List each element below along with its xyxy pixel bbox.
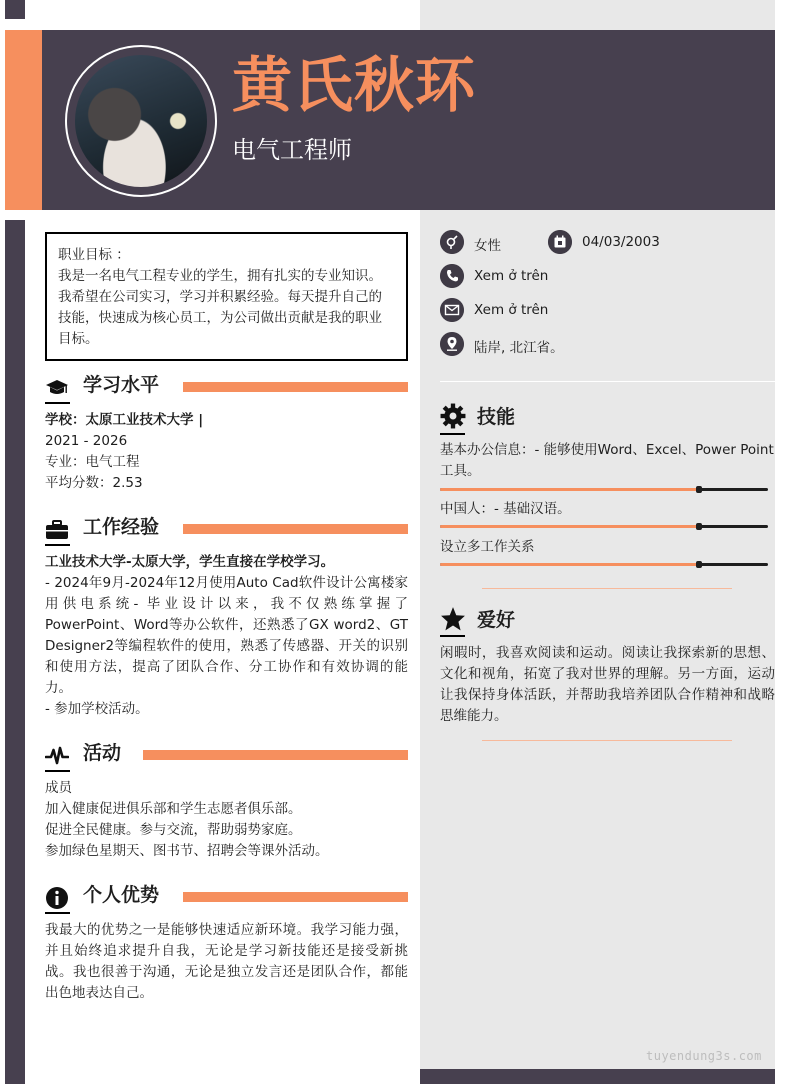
activity-line: 参加绿色星期天、图书节、招聘会等课外活动。 — [45, 843, 329, 859]
skill-knob — [696, 486, 702, 493]
skill-label: 基本办公信息：- 能够使用Word、Excel、Power Point工具。 — [440, 442, 774, 479]
experience-item: - 参加学校活动。 — [45, 701, 149, 717]
section-underline — [45, 770, 70, 772]
section-accent-bar — [183, 892, 408, 902]
skill-knob — [696, 523, 702, 530]
hobbies-title: 爱好 — [477, 609, 516, 631]
skill-fill — [440, 488, 699, 491]
education-section — [45, 372, 408, 494]
section-underline — [45, 402, 70, 404]
career-objective-box — [45, 232, 408, 361]
gear-icon — [440, 403, 466, 429]
section-divider — [482, 588, 732, 589]
major: 专业：电气工程 — [45, 454, 140, 470]
education-title: 学习水平 — [83, 374, 160, 396]
email-icon — [440, 298, 464, 322]
job-title: 电气工程师 — [232, 136, 352, 164]
section-accent-bar — [183, 524, 408, 534]
avatar — [75, 55, 207, 187]
info-icon — [45, 886, 69, 910]
skill-bar — [440, 488, 768, 491]
skill-label: 设立多工作关系 — [440, 539, 535, 555]
header-accent-bar — [5, 30, 42, 210]
section-divider — [482, 740, 732, 741]
calendar-icon — [548, 230, 572, 254]
gender-icon — [440, 230, 464, 254]
section-accent-bar — [143, 750, 408, 760]
star-icon — [440, 606, 466, 632]
experience-title: 工作经验 — [83, 516, 160, 538]
gender-value: 女性 — [474, 238, 501, 254]
experience-item: - 2024年9月-2024年12月使用Auto Cad软件设计公寓楼家用供电系统- 毕业设计以来，我不仅熟练掌握了PowerPoint、Word等办公软件，还熟悉了GX word2、GT Designer2等编程软件的使用，熟悉了传感器、开关的识别和使用方法，提高了团队合作、分工协作和有效协调的能力。 — [45, 575, 408, 696]
skill-fill — [440, 563, 699, 566]
address-value: 陆岸, 北江省。 — [474, 340, 564, 356]
activities-section — [45, 740, 408, 862]
skill-knob — [696, 561, 702, 568]
candidate-name: 黄氏秋环 — [232, 51, 476, 121]
email-value: Xem ở trên — [474, 302, 549, 318]
experience-heading: 工业技术大学-太原大学，学生直接在学校学习。 — [45, 554, 335, 570]
objective-label: 职业目标 ： — [58, 247, 130, 263]
briefcase-icon — [45, 518, 69, 542]
section-underline — [440, 635, 465, 637]
hobbies-text: 闲暇时，我喜欢阅读和运动。阅读让我探索新的思想、文化和视角，拓宽了我对世界的理解。另一方面，运动让我保持身体活跃，并帮助我培养团队合作精神和战略思维能力。 — [440, 645, 775, 724]
activity-line: 促进全民健康。参与交流，帮助弱势家庭。 — [45, 822, 302, 838]
section-accent-bar — [183, 382, 408, 392]
graduation-cap-icon — [45, 376, 69, 400]
avatar-ring — [65, 45, 217, 197]
pulse-icon — [45, 744, 69, 768]
activity-line: 成员 — [45, 780, 72, 796]
skill-bar — [440, 563, 768, 566]
left-side-bar — [5, 220, 25, 1084]
skill-label: 中国人：- 基础汉语。 — [440, 501, 571, 517]
top-left-bar — [5, 0, 25, 19]
watermark: tuyendung3s.com — [646, 1049, 762, 1063]
bottom-right-bar — [420, 1069, 775, 1084]
school-name: 学校：太原工业技术大学 | — [45, 412, 204, 428]
section-underline — [45, 912, 70, 914]
phone-icon — [440, 264, 464, 288]
strengths-text: 我最大的优势之一是能够快速适应新环境。我学习能力强，并且始终追求提升自我，无论是学习新技能还是接受新挑战。我也很善于沟通，无论是独立发言还是团队合作，都能出色地表达自己。 — [45, 922, 408, 1001]
location-icon — [440, 332, 464, 356]
skill-fill — [440, 525, 699, 528]
strengths-section — [45, 882, 408, 1004]
skills-title: 技能 — [477, 406, 516, 428]
contact-divider — [440, 381, 775, 382]
activity-line: 加入健康促进俱乐部和学生志愿者俱乐部。 — [45, 801, 302, 817]
study-years: 2021 - 2026 — [45, 433, 128, 449]
section-underline — [45, 544, 70, 546]
birthday-value: 04/03/2003 — [582, 234, 660, 250]
section-underline — [440, 433, 465, 435]
activities-title: 活动 — [83, 742, 122, 764]
resume-header — [5, 30, 775, 210]
phone-value: Xem ở trên — [474, 268, 549, 284]
experience-section — [45, 514, 408, 720]
objective-text: 我是一名电气工程专业的学生，拥有扎实的专业知识。我希望在公司实习，学习并积累经验。每天提升自己的技能，快速成为核心员工，为公司做出贡献是我的职业目标。 — [58, 268, 382, 347]
strengths-title: 个人优势 — [83, 884, 160, 906]
gpa: 平均分数：2.53 — [45, 475, 143, 491]
skill-bar — [440, 525, 768, 528]
